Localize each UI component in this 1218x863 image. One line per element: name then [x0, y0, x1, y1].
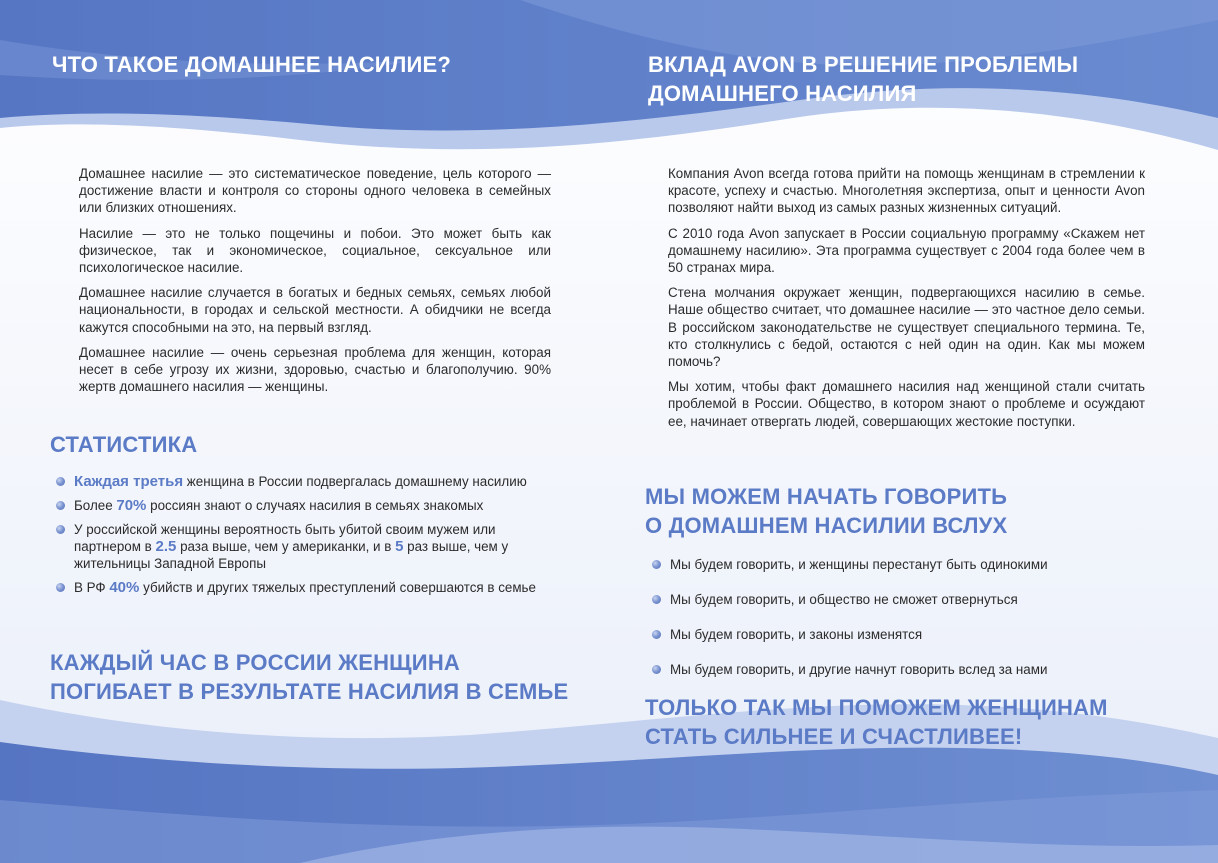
- page-title-left: ЧТО ТАКОЕ ДОМАШНЕЕ НАСИЛИЕ?: [52, 52, 451, 77]
- title-line: ДОМАШНЕГО НАСИЛИЯ: [648, 81, 917, 106]
- highlight: 2.5: [155, 538, 177, 555]
- paragraph: Домашнее насилие случается в богатых и бедных семьях, семьях любой национальности, в городах и сельской местности. А обидчики не всегда кажутся способными на это, на первый взгляд.: [79, 285, 551, 335]
- bullet-icon: [56, 501, 65, 510]
- bullet-icon: [652, 595, 661, 604]
- intro-text-left: [79, 165, 551, 403]
- speak-heading: [645, 482, 1165, 540]
- list-item: Мы будем говорить, и общество не сможет отвернуться: [648, 591, 1168, 626]
- paragraph: Стена молчания окружает женщин, подвергающихся насилию в семье. Наше общество считает, что домашнее насилие — это частное дело семьи. В российском законодательстве не существует специального термина. Те, кто столкнулись с бедой, остаются с ней один на один. Как мы можем помочь?: [668, 285, 1145, 370]
- highlight: Каждая третья: [74, 473, 184, 490]
- highlight: 5: [395, 538, 404, 555]
- bullet-icon: [56, 477, 65, 486]
- list-item: Более 70% россиян знают о случаях насилия в семьях знакомых: [52, 497, 552, 514]
- paragraph: Компания Avon всегда готова прийти на помощь женщинам в стремлении к красоте, успеху и счастью. Многолетняя экспертиза, опыт и ценности Avon позволяют найти выход из самых разных жизненных ситуаций.: [668, 166, 1145, 216]
- bullet-icon: [56, 583, 65, 592]
- list-item: Мы будем говорить, и женщины перестанут быть одинокими: [648, 556, 1168, 591]
- closing-statement-left: [50, 648, 590, 706]
- list-item: В РФ 40% убийств и других тяжелых преступлений совершаются в семье: [52, 579, 552, 596]
- paragraph: С 2010 года Avon запускает в России социальную программу «Скажем нет домашнему насилию». Эта программа существует с 2004 года более чем в 50 странах мира.: [668, 225, 1145, 276]
- closing-line: ПОГИБАЕТ В РЕЗУЛЬТАТЕ НАСИЛИЯ В СЕМЬЕ: [50, 679, 569, 704]
- closing-line: КАЖДЫЙ ЧАС В РОССИИ ЖЕНЩИНА: [50, 650, 460, 675]
- bullet-icon: [56, 525, 65, 534]
- heading-line: МЫ МОЖЕМ НАЧАТЬ ГОВОРИТЬ: [645, 484, 1008, 509]
- list-item: Мы будем говорить, и законы изменятся: [648, 626, 1168, 661]
- statistics-list: [52, 473, 552, 603]
- paragraph: Мы хотим, чтобы факт домашнего насилия над женщиной стали считать проблемой в России. Общество, в котором знают о проблеме и осуждают ее, начинает отвергать людей, совершающих жестокие поступки.: [668, 379, 1145, 429]
- paragraph: Домашнее насилие — это систематическое поведение, цель которого — достижение власти и контроля со стороны одного человека в семейных или близких отношениях.: [79, 166, 551, 216]
- page-title-right: [648, 50, 1168, 108]
- statistics-heading: СТАТИСТИКА: [50, 432, 198, 457]
- title-line: ВКЛАД AVON В РЕШЕНИЕ ПРОБЛЕМЫ: [648, 52, 1079, 77]
- pledges-list: [648, 556, 1168, 696]
- highlight: 70%: [116, 497, 147, 514]
- bullet-icon: [652, 560, 661, 569]
- closing-line: СТАТЬ СИЛЬНЕЕ И СЧАСТЛИВЕЕ!: [645, 724, 1023, 749]
- heading-line: О ДОМАШНЕМ НАСИЛИИ ВСЛУХ: [645, 513, 1008, 538]
- highlight: 40%: [109, 579, 140, 596]
- bullet-icon: [652, 665, 661, 674]
- bullet-icon: [652, 630, 661, 639]
- closing-line: ТОЛЬКО ТАК МЫ ПОМОЖЕМ ЖЕНЩИНАМ: [645, 695, 1108, 720]
- list-item: Мы будем говорить, и другие начнут говорить вслед за нами: [648, 661, 1168, 696]
- closing-statement-right: [645, 693, 1185, 751]
- list-item: У российской женщины вероятность быть убитой своим мужем или партнером в 2.5 раза выше, чем у американки, и в 5 раз выше, чем у жительницы Западной Европы: [52, 521, 552, 572]
- intro-text-right: [668, 165, 1145, 438]
- paragraph: Насилие — это не только пощечины и побои. Это может быть как физическое, так и экономическое, социальное, сексуальное или психологическое насилие.: [79, 225, 551, 276]
- list-item: Каждая третья женщина в России подвергалась домашнему насилию: [52, 473, 552, 490]
- paragraph: Домашнее насилие — очень серьезная проблема для женщин, которая несет в себе угрозу их жизни, здоровью, счастью и благополучию. 90% жертв домашнего насилия — женщины.: [79, 344, 551, 395]
